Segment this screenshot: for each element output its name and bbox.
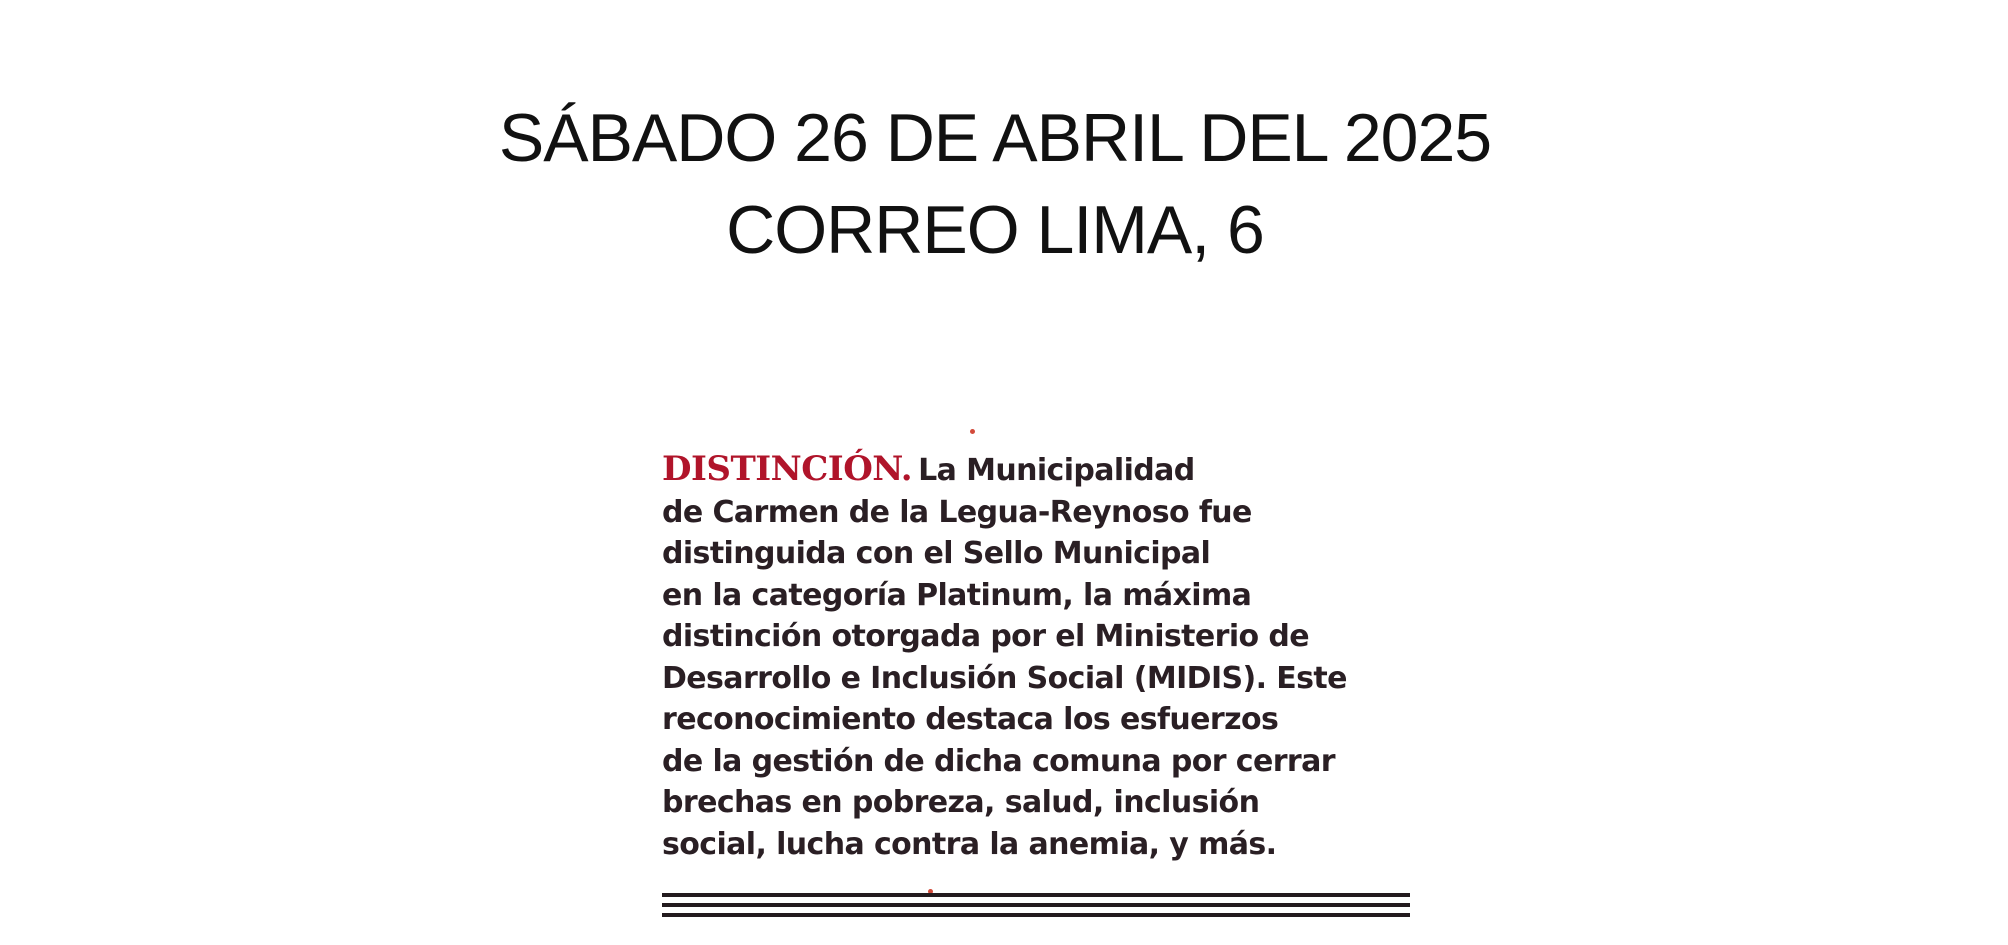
clipping-text: reconocimiento destaca los esfuerzos xyxy=(662,702,1279,737)
clipping-text: distinción otorgada por el Ministerio de xyxy=(662,619,1309,654)
clipping-header xyxy=(0,92,1990,276)
closing-rules xyxy=(662,893,1410,923)
clipping-text: social, lucha contra la anemia, y más. xyxy=(662,826,1277,862)
clipping-text: Desarrollo e Inclusión Social (MIDIS). Este xyxy=(662,660,1347,696)
clipping-text: brechas en pobreza, salud, inclusión xyxy=(662,785,1260,820)
clipping-line-1 xyxy=(662,449,1432,492)
clipping-text: de Carmen de la Legua-Reynoso fue xyxy=(662,494,1252,530)
clipping-body xyxy=(662,449,1432,865)
newspaper-clipping xyxy=(640,425,1420,940)
publication-date: SÁBADO 26 DE ABRIL DEL 2025 xyxy=(498,100,1492,176)
rule-line xyxy=(662,913,1410,917)
clipping-text: en la categoría Platinum, la máxima xyxy=(662,577,1252,613)
rule-line xyxy=(662,893,1410,897)
clipping-text: distinguida con el Sello Municipal xyxy=(662,536,1211,571)
print-speck xyxy=(970,429,975,434)
clipping-text: La Municipalidad xyxy=(918,453,1195,488)
clipping-kicker: DISTINCIÓN. xyxy=(662,449,913,489)
rule-line xyxy=(662,903,1410,907)
publication-source: CORREO LIMA, 6 xyxy=(726,192,1264,268)
clipping-text: de la gestión de dicha comuna por cerrar xyxy=(662,743,1335,779)
